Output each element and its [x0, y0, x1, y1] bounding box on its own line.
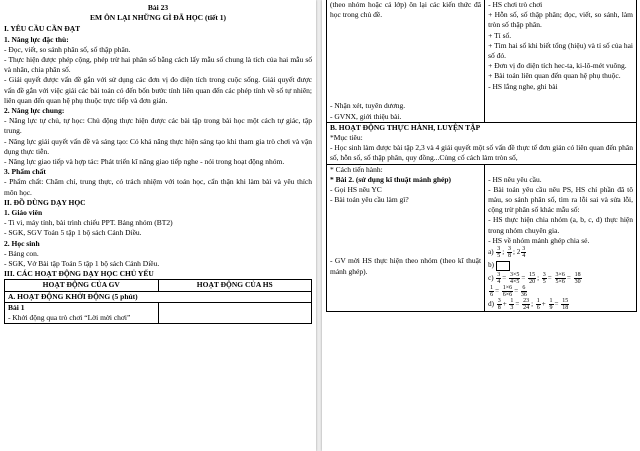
- subsection-heading: 2. Học sinh: [4, 238, 40, 248]
- paragraph: - Năng lực giao tiếp và hợp tác: Phát triển kĩ năng giao tiếp nghe - nói trong hoạt động nhóm.: [4, 157, 285, 167]
- objective-label: *Mục tiêu:: [330, 133, 363, 143]
- subsection-heading: 2. Năng lực chung:: [4, 106, 65, 116]
- page-left: [0, 0, 316, 451]
- exercise-label: * Bài 2. (sử dụng kĩ thuật mảnh ghép): [330, 174, 451, 184]
- table-cell: [158, 302, 312, 323]
- table-cell-text: - HS nêu yêu cầu.: [488, 174, 542, 184]
- table-cell-text: - Nhận xét, tuyên dương.: [330, 101, 406, 111]
- table-cell-text: - HS lắng nghe, ghi bài: [488, 81, 558, 91]
- page-right: [322, 0, 640, 451]
- table-cell: [485, 0, 637, 122]
- subsection-heading: 3. Phẩm chất: [4, 167, 46, 177]
- table-cell-text: - GV mời HS thực hiện theo nhóm (theo kĩ thuật mảnh ghép).: [330, 256, 482, 276]
- paragraph: - Phẩm chất: Chăm chỉ, trung thực, có trách nhiệm với toán học, cẩn thận khi làm bài và yêu thích môn học.: [4, 177, 312, 197]
- activity-table-continued: [326, 0, 637, 312]
- section-heading: B. HOẠT ĐỘNG THỰC HÀNH, LUYỆN TẬP: [330, 122, 481, 132]
- table-cell-text: - HS thực hiện chia nhóm (a, b, c, d) thực hiện trong nhóm chuyên gia.: [488, 215, 633, 235]
- paragraph: - Bảng con.: [4, 248, 39, 258]
- column-header-hs: HOẠT ĐỘNG CỦA HS: [158, 280, 312, 291]
- table-cell: [5, 302, 159, 323]
- paragraph: - Giải quyết được vấn đề gắn với sử dụng các đơn vị đo diện tích trong cuộc sống. Giải quyết được vấn đề gắn với việc giải các bài toán có đến bốn bước tính liên quan đến các phép tính về số tự nhiên; liên quan đến quan hệ phụ thuộc trực tiếp và đơn giản.: [4, 75, 312, 105]
- table-cell-text: - HS về nhóm mảnh ghép chia sẻ.: [488, 235, 590, 245]
- paragraph: - SGK, Vở Bài tập Toán 5 tập 1 bộ sách Cánh Diều.: [4, 259, 160, 269]
- paragraph: - Thực hiện được phép cộng, phép trừ hai phân số bằng cách lấy mẫu số chung là tích của hai mẫu số và nhân, chia phân số.: [4, 55, 312, 75]
- math-line-c: c) $\frac{3}{4}$ = $\frac{3\times 5}{4\times 5}$ = $\frac{15}{20}$ ; $\frac{3}{5}$ = $\frac{3\times 6}{5\times 6}$ = $\frac{18}{30}$: [488, 272, 581, 286]
- exercise-label: Bài 1: [8, 302, 25, 312]
- math-line-d: d) $\frac{3}{8}$ + $\frac{1}{3}$ = $\frac{23}{24}$ ; $\frac{1}{6}$ + $\frac{1}{9}$ = $\frac{15}{18}$: [488, 298, 569, 312]
- objective-text: - Học sinh làm được bài tập 2,3 và 4 giải quyết một số vấn đề thực tế đơn giản có liên quan đến phân số, hỗn số, số thập phân, quy đồng...Củng cố cách làm tròn số,: [330, 143, 633, 163]
- table-cell-text: - Bài toán yêu cầu nêu PS, HS chỉ phần đã tô màu, so sánh phân số, tìm ra lỗi sai và sửa lỗi, cộng trừ phân số khác mẫu số:: [488, 184, 633, 215]
- math-line-c2: $\frac{1}{6}$ = $\frac{1\times 6}{6\times 6}$ = $\frac{6}{36}$: [490, 285, 527, 299]
- section-row: A. HOẠT ĐỘNG KHỞI ĐỘNG (5 phút): [5, 291, 312, 302]
- table-cell-text: - Khởi động qua trò chơi “Lời mời chơi”: [8, 313, 131, 323]
- paragraph: - Năng lực tự chủ, tự học: Chủ động thực hiện được các bài tập trong bài học một cách tự giác, tập trung.: [4, 116, 312, 136]
- section-heading: II. ĐỒ DÙNG DẠY HỌC: [4, 197, 86, 207]
- table-cell-text: (theo nhóm hoặc cả lớp) ôn lại các kiến thức đã học trong chủ đề.: [330, 0, 482, 20]
- table-cell-text: - HS chơi trò chơi: [488, 0, 543, 9]
- table-cell-text: + Đơn vị đo diện tích hec-ta, ki-lô-mét vuông.: [488, 61, 627, 71]
- subsection-heading: 1. Giáo viên: [4, 208, 43, 218]
- fraction: $\frac{3}{8}$: [508, 246, 511, 260]
- math-line-b: b): [488, 259, 633, 272]
- table-cell: [327, 164, 485, 312]
- fraction: $\frac{3}{5}$: [497, 246, 501, 260]
- subsection-heading: 1. Năng lực đặc thù:: [4, 34, 69, 44]
- lesson-title: EM ÔN LẠI NHỮNG GÌ ĐÃ HỌC (tiết 1): [90, 13, 226, 23]
- paragraph: - Ti vi, máy tính, bài trình chiếu PPT. Bảng nhóm (BT2): [4, 218, 173, 228]
- section-heading: I. YÊU CẦU CẦN ĐẠT: [4, 24, 81, 34]
- table-cell-text: + Hỗn số, số thập phân; đọc, viết, so sánh, làm tròn số thập phân.: [488, 10, 633, 30]
- table-cell-text: - Gọi HS nêu YC: [330, 185, 382, 195]
- procedure-label: * Cách tiến hành:: [330, 164, 383, 174]
- activity-table: [4, 279, 312, 324]
- paragraph: - Năng lực giải quyết vấn đề và sáng tạo: Có khả năng thực hiện sáng tạo khi tham gia trò chơi và vận dụng thực tiễn.: [4, 136, 312, 156]
- lesson-number: Bài 23: [147, 3, 169, 12]
- column-header-gv: HOẠT ĐỘNG CỦA GV: [5, 280, 159, 291]
- fraction: $\frac{3}{4}$: [522, 246, 526, 260]
- table-cell-text: + Tìm hai số khi biết tổng (hiệu) và tỉ số của hai số đó.: [488, 40, 633, 61]
- table-cell-text: + Tỉ số.: [488, 30, 512, 40]
- paragraph: - Đọc, viết, so sánh phân số, số thập phân.: [4, 44, 131, 54]
- section-row: [327, 122, 637, 164]
- table-cell: [485, 164, 637, 312]
- paragraph: - SGK, SGV Toán 5 tập 1 bộ sách Cánh Diều.: [4, 228, 142, 238]
- comparison-box: [496, 261, 510, 271]
- table-cell-text: - GVNX, giới thiệu bài.: [330, 111, 402, 121]
- table-cell-text: + Bài toán liên quan đến quan hệ phụ thuộc.: [488, 71, 621, 81]
- table-cell: [327, 0, 485, 122]
- table-cell-text: - Bài toán yêu cầu làm gì?: [330, 195, 409, 205]
- math-line-a: a) $\frac{3}{5}$ ; $\frac{3}{8}$ ; 2 $\frac{3}{4}$: [488, 246, 526, 260]
- section-heading: III. CÁC HOẠT ĐỘNG DẠY HỌC CHỦ YẾU: [4, 269, 154, 279]
